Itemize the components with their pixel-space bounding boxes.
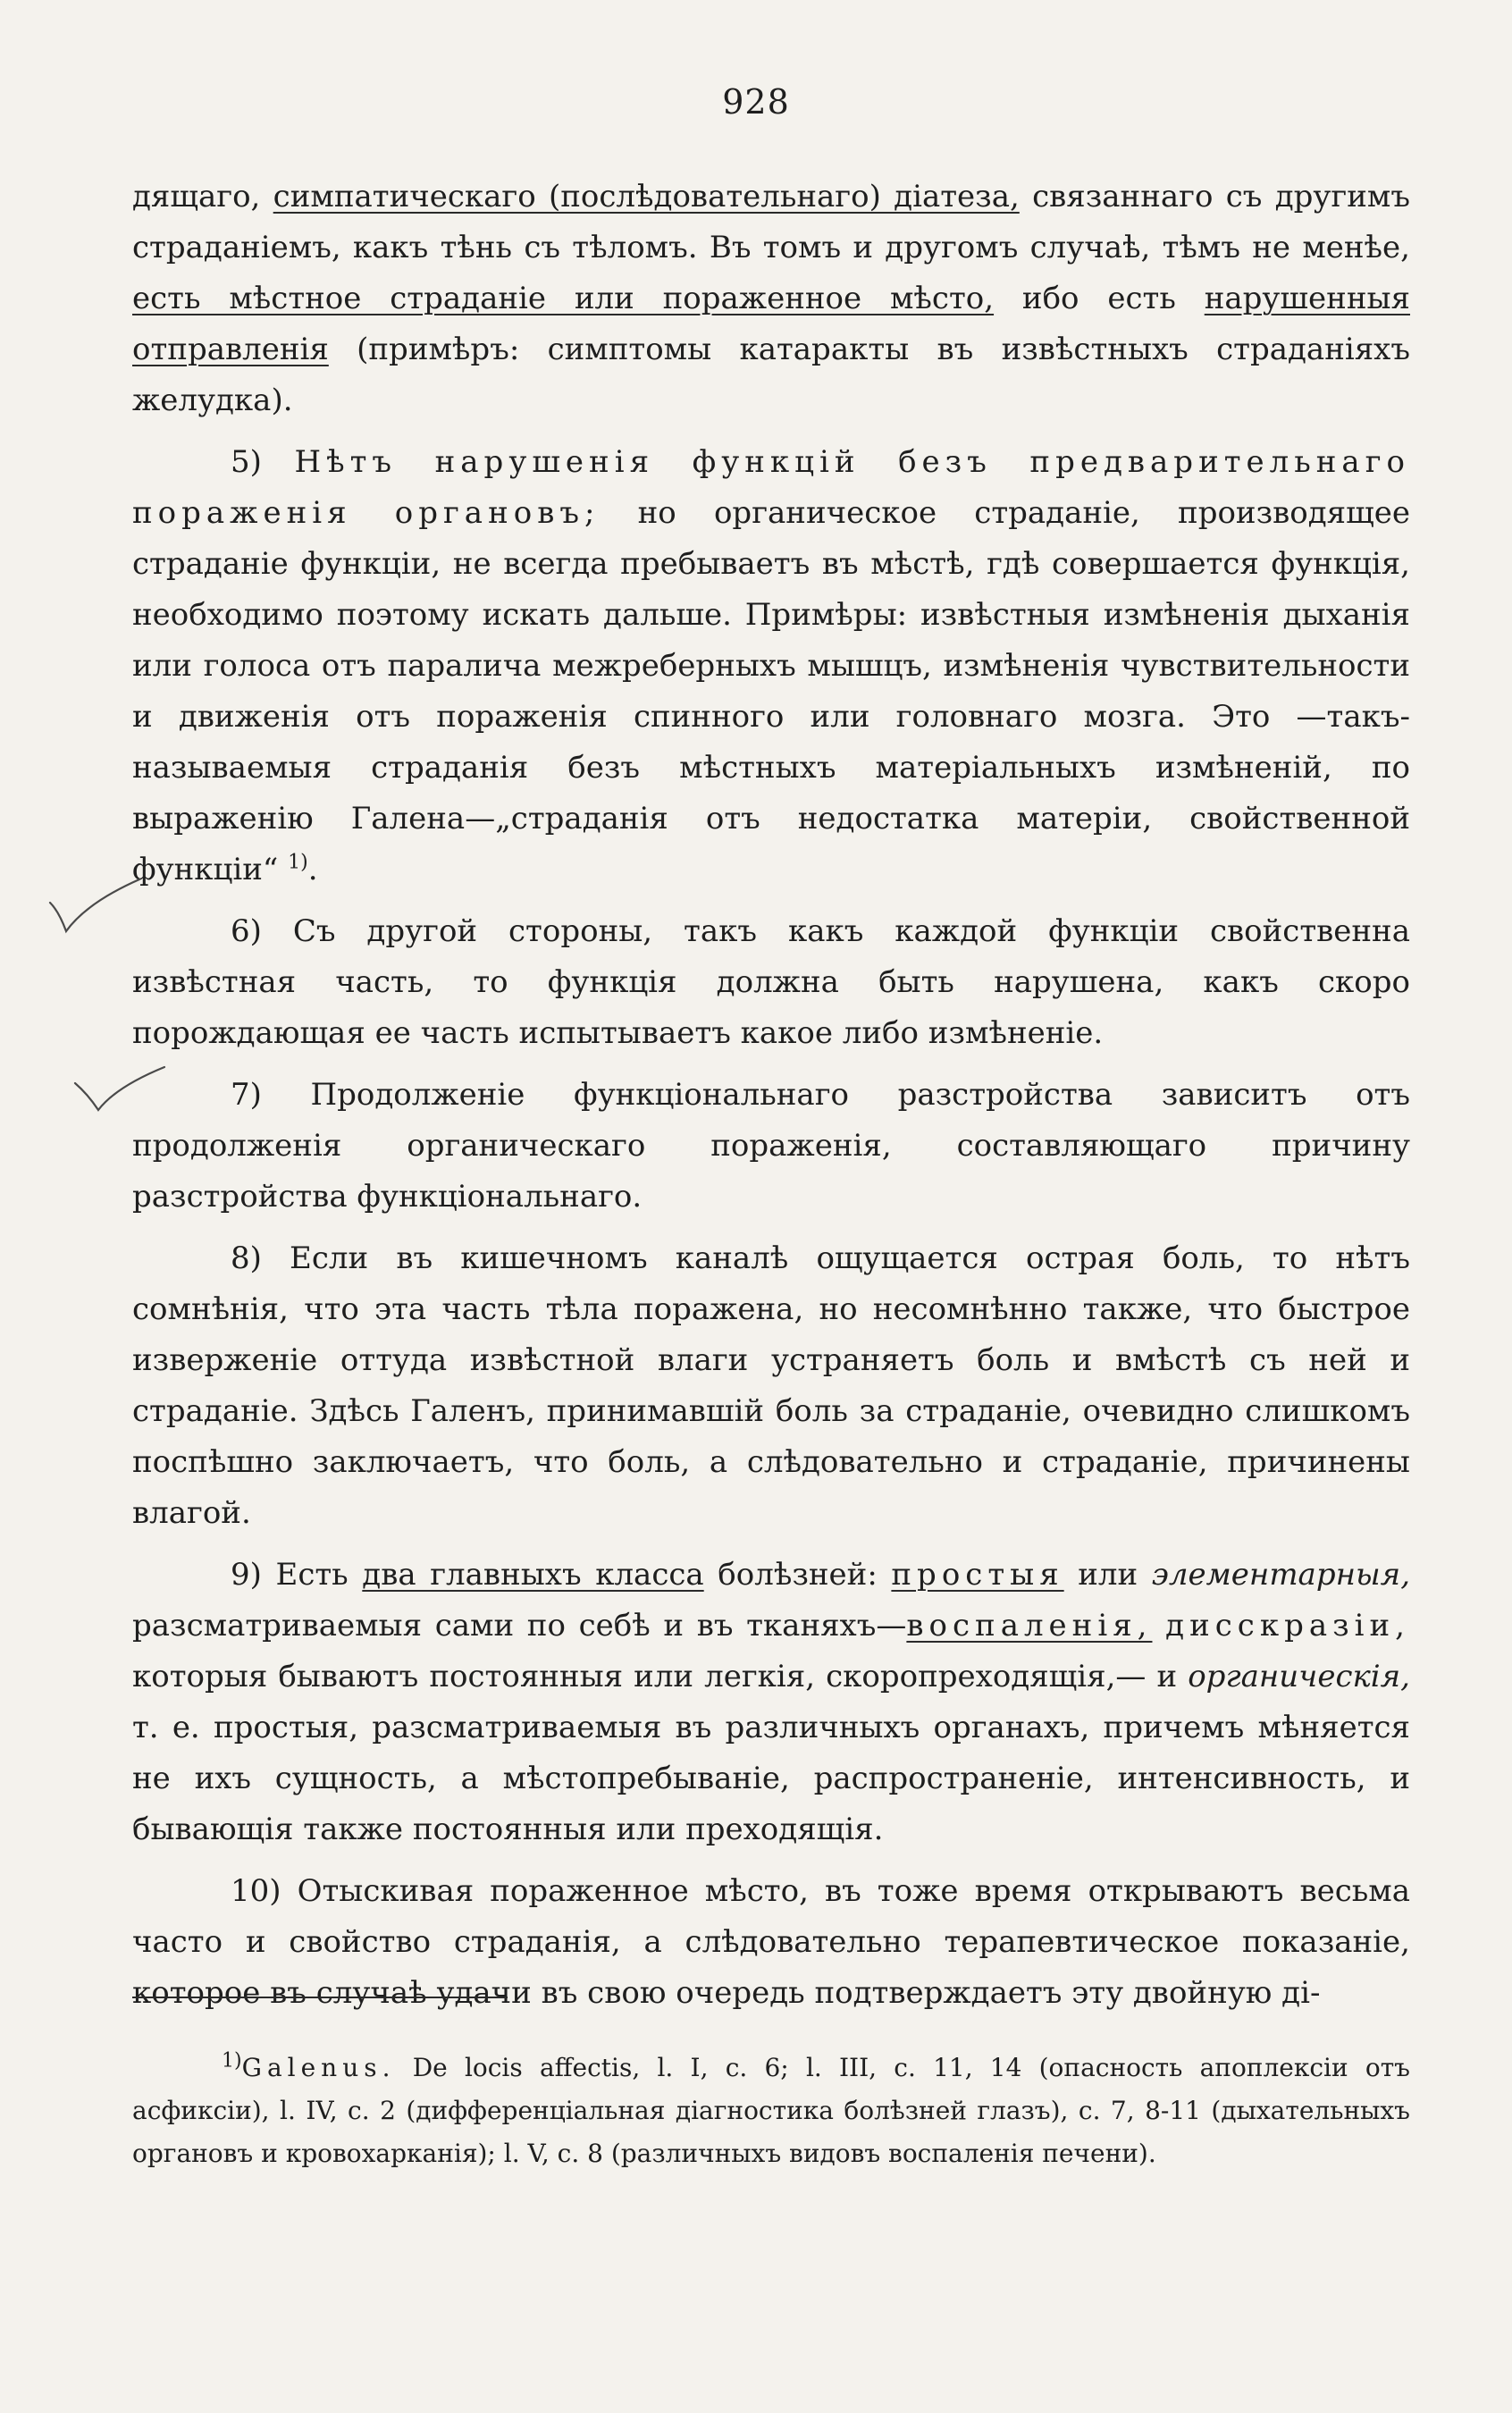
paragraph-number: 5)	[231, 444, 295, 480]
paragraph-5	[132, 437, 1410, 895]
underlined-phrase: два главныхъ класса	[362, 1557, 704, 1593]
text-run: или	[1063, 1557, 1152, 1593]
text-run: 9) Есть	[231, 1557, 363, 1593]
text-run: (примѣръ: симптомы катаракты въ извѣстныхъ страданіяхъ желудка).	[132, 332, 1410, 418]
text-run: которыя бываютъ постоянныя или легкія, скоропреходящія,— и	[132, 1659, 1189, 1694]
footnote-marker: 1)	[222, 2049, 242, 2072]
italic-term: элементарныя,	[1151, 1557, 1410, 1593]
text-run: дящаго,	[132, 179, 273, 214]
body-text	[132, 172, 1410, 2019]
paragraph-continuation	[132, 172, 1410, 426]
paragraph-9	[132, 1550, 1410, 1855]
footnote-text: De locis affectis, l. I, c. 6; l. III, c. 11, 14 (опасность апоплексіи отъ асфиксіи), l. IV, c. 2 (дифференціальная діагностика болѣзней глазъ), c. 7, 8-11 (дыхательныхъ органовъ и кровохарканія); l. V, c. 8 (различныхъ видовъ воспаленія печени).	[132, 2053, 1410, 2168]
spaced-emphasis: Нѣтъ нарушенія функцій безъ предварительнаго пораженія органовъ;	[132, 444, 1410, 531]
text-run: разсматриваемыя сами по себѣ и въ тканяхъ—	[132, 1608, 907, 1644]
text-run: но органическое страданіе, производящее страданіе функціи, не всегда пребываетъ въ мѣстѣ, гдѣ совершается функція, необходимо поэтому искать дальше. Примѣры: извѣстныя измѣненія дыханія или голоса отъ паралича межреберныхъ мышцъ, измѣненія чувствительности и движенія отъ пораженія спинного или головнаго мозга. Это —такъ-называемыя страданія безъ мѣстныхъ матеріальныхъ измѣненій, по выраженію Галена—„страданія отъ недостатка матеріи, свойственной функціи“	[132, 495, 1410, 887]
text-run: связаннаго съ другимъ страданіемъ, какъ тѣнь съ тѣломъ. Въ томъ и другомъ случаѣ, тѣмъ не менѣе,	[132, 179, 1410, 265]
footnote-1	[132, 2047, 1410, 2175]
italic-term: органическія,	[1188, 1659, 1410, 1694]
underlined-phrase: нарушенныя отправленія	[132, 281, 1410, 367]
footnote-author: Galenus.	[241, 2053, 396, 2082]
spaced-emphasis: воспаленія,	[906, 1608, 1153, 1644]
text-run: ибо есть	[994, 281, 1205, 316]
text-run: болѣзней:	[703, 1557, 892, 1593]
text-run: .	[307, 852, 318, 887]
underlined-phrase: есть мѣстное страданіе или пораженное мѣсто,	[132, 281, 995, 316]
page-number: 928	[722, 82, 790, 122]
paragraph-7: 7) Продолженіе функціональнаго разстройства зависитъ отъ продолженія органическаго пораженія, составляющаго причину разстройства функціональнаго.	[132, 1077, 1410, 1215]
pencil-checkmark-icon	[46, 876, 145, 938]
spaced-emphasis: простыя	[891, 1557, 1064, 1593]
footnote-reference: 1)	[288, 851, 308, 874]
footnotes	[132, 2047, 1410, 2175]
pencil-checkmark-icon	[71, 1064, 170, 1126]
paragraph-6: 6) Съ другой стороны, такъ какъ каждой функціи свойственна извѣстная часть, то функція должна быть нарушена, какъ скоро порождающая ее часть испытываетъ какое либо измѣненіе.	[132, 913, 1410, 1051]
paragraph-8: 8) Если въ кишечномъ каналѣ ощущается острая боль, то нѣтъ сомнѣнія, что эта часть тѣла поражена, но несомнѣнно также, что быстрое изверженіе оттуда извѣстной влаги устраняетъ боль и вмѣстѣ съ ней и страданіе. Здѣсь Галенъ, принимавшій боль за страданіе, очевидно слишкомъ поспѣшно заключаетъ, что боль, а слѣдовательно и страданіе, причинены влагой.	[132, 1240, 1410, 1531]
spaced-emphasis: дисскразіи,	[1165, 1608, 1410, 1644]
paragraph-10: 10) Отыскивая пораженное мѣсто, въ тоже время открываютъ весьма часто и свойство страданія, а слѣдовательно терапевтическое показаніе, которое въ случаѣ удачи въ свою очередь подтверждаетъ эту двойную ді-	[132, 1873, 1410, 2011]
underlined-phrase: симпатическаго (послѣдовательнаго) діатеза,	[273, 179, 1020, 214]
footnote-divider	[132, 1997, 508, 1998]
text-run: т. е. простыя, разсматриваемыя въ различныхъ органахъ, причемъ мѣняется не ихъ сущность, а мѣстопребываніе, распространеніе, интенсивность, и бывающія также постоянныя или преходящія.	[132, 1710, 1410, 1847]
text-run	[1152, 1608, 1165, 1644]
